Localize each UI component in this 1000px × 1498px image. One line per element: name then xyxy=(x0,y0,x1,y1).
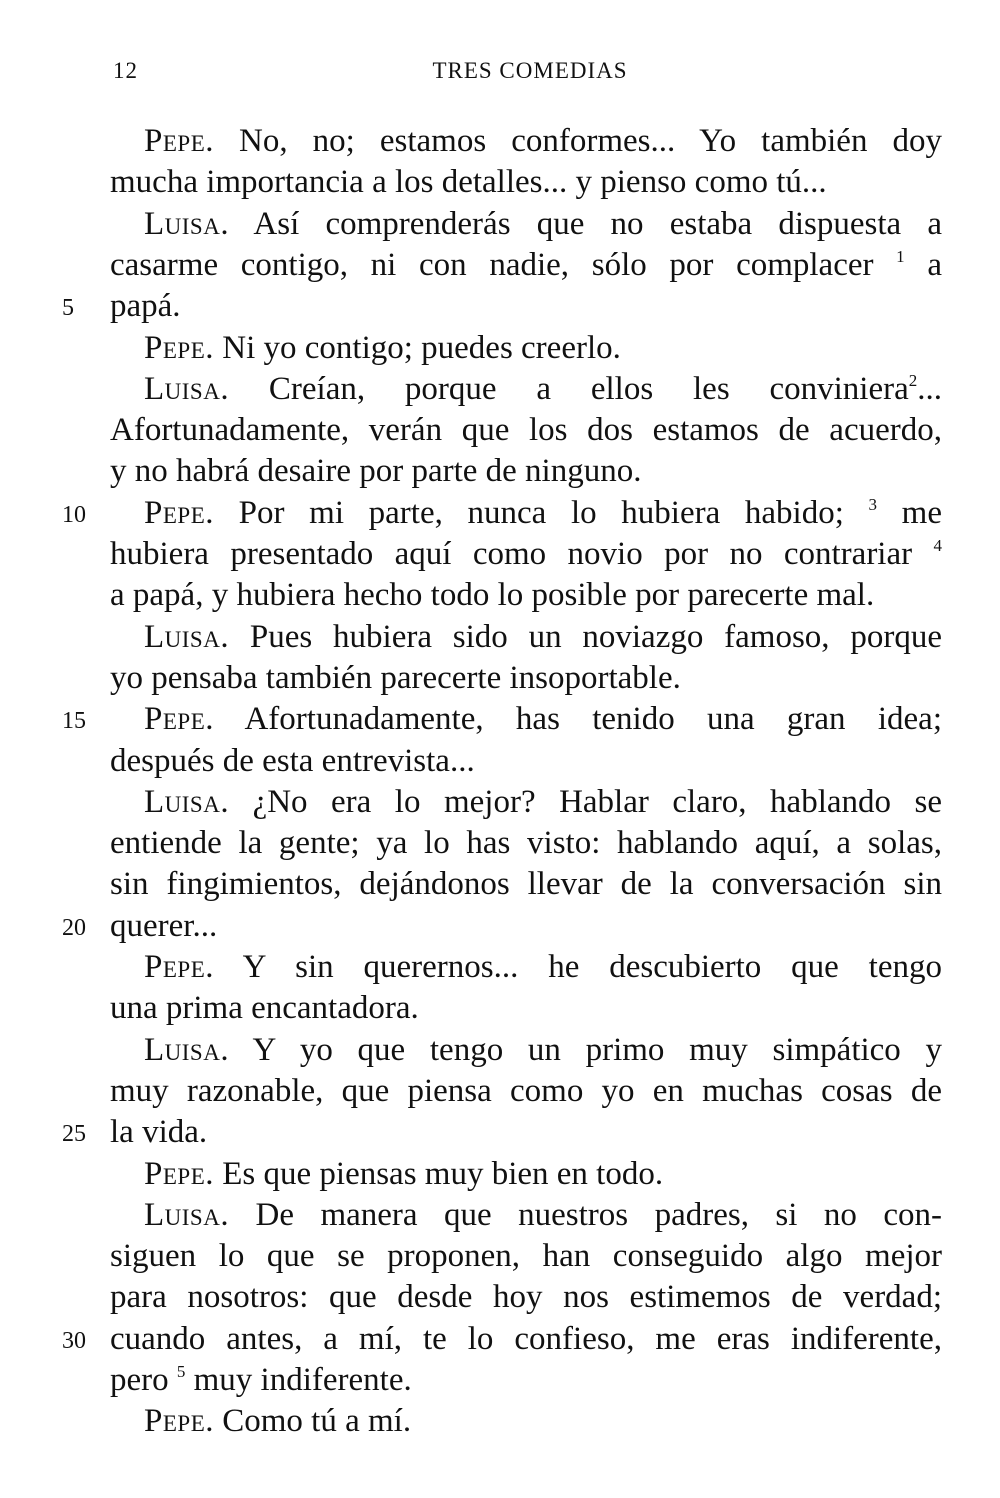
footnote-marker: 2 xyxy=(908,370,918,390)
line-text: ¿No era lo mejor? Hablar claro, hablando se xyxy=(229,783,942,820)
line-text: De manera que nuestros padres, si no con- xyxy=(229,1196,942,1233)
speaker-name: Luisa. xyxy=(144,1031,230,1068)
footnote-marker: 5 xyxy=(176,1362,186,1381)
running-title: TRES COMEDIAS xyxy=(432,58,628,83)
text-line xyxy=(110,863,942,905)
line-text: ... xyxy=(917,370,942,407)
line-text: Y yo que tengo un primo muy simpático y xyxy=(229,1031,942,1068)
line-text: una prima encantadora. xyxy=(110,990,419,1027)
line-text: Así comprenderás que no estaba dispuesta a xyxy=(229,205,942,242)
text-line xyxy=(110,1070,942,1112)
line-text: Afortunadamente, verán que los dos estamos de acuerdo, xyxy=(110,412,942,449)
line-text: siguen lo que se proponen, han conseguido algo mejor xyxy=(110,1238,942,1275)
line-text: yo pensaba también parecerte insoportable. xyxy=(110,659,681,696)
line-text: cuando antes, a mí, te lo confieso, me eras indiferente, xyxy=(110,1320,942,1357)
text-line xyxy=(110,1111,942,1153)
text-line xyxy=(110,905,942,947)
text-line xyxy=(144,1400,942,1442)
text-line xyxy=(110,987,942,1029)
line-text: Como tú a mí. xyxy=(214,1403,412,1440)
footnote-marker: 4 xyxy=(933,536,942,555)
text-line xyxy=(110,244,942,286)
line-text: a xyxy=(904,246,942,283)
line-text: Afortunadamente, has tenido una gran idea; xyxy=(214,701,942,738)
speaker-name: Pepe. xyxy=(144,949,214,985)
speaker-name: Luisa. xyxy=(144,1196,230,1233)
text-line xyxy=(110,1276,942,1318)
line-text: entiende la gente; ya lo has visto: hablando aquí, a solas, xyxy=(110,825,942,862)
line-text: Y sin querernos... he descubierto que tengo xyxy=(214,949,942,985)
speaker-name: Luisa. xyxy=(144,618,230,655)
speaker-name: Pepe. xyxy=(144,494,214,531)
line-text: Es que piensas muy bien en todo. xyxy=(214,1155,664,1192)
text-line xyxy=(144,616,942,658)
text-line xyxy=(144,946,942,988)
text-line xyxy=(110,822,942,864)
text-line xyxy=(144,1153,942,1195)
line-number: 30 xyxy=(62,1327,86,1354)
line-text: muy indiferente. xyxy=(185,1362,412,1398)
speaker-name: Pepe. xyxy=(144,1403,214,1440)
text-line xyxy=(144,1029,942,1071)
line-text: mucha importancia a los detalles... y pienso como tú... xyxy=(110,164,827,201)
footnote-marker: 1 xyxy=(896,246,905,266)
text-line xyxy=(110,450,942,492)
text-line xyxy=(144,327,942,369)
line-text: muy razonable, que piensa como yo en muchas cosas de xyxy=(110,1072,942,1109)
speaker-name: Luisa. xyxy=(144,205,230,242)
text-line xyxy=(110,1235,942,1277)
speaker-name: Pepe. xyxy=(144,701,214,738)
line-text: Pues hubiera sido un noviazgo famoso, porque xyxy=(229,618,942,655)
line-text: pero xyxy=(110,1362,177,1398)
text-line xyxy=(144,698,942,740)
text-line xyxy=(110,740,942,782)
line-text: Ni yo contigo; puedes creerlo. xyxy=(214,329,621,366)
line-text: a papá, y hubiera hecho todo lo posible por parecerte mal. xyxy=(110,577,875,614)
text-line xyxy=(110,285,942,327)
speaker-name: Luisa. xyxy=(144,370,230,407)
speaker-name: Pepe. xyxy=(144,329,214,366)
speaker-name: Pepe. xyxy=(144,123,214,159)
text-line xyxy=(144,203,942,245)
line-text: después de esta entrevista... xyxy=(110,742,475,779)
line-number: 5 xyxy=(62,295,74,322)
line-text: hubiera presentado aquí como novio por no contrariar xyxy=(110,536,934,572)
line-number: 20 xyxy=(62,914,86,941)
line-text: Creían, porque a ellos les conviniera xyxy=(229,370,909,407)
footnote-marker: 3 xyxy=(868,494,878,514)
text-line xyxy=(144,1194,942,1236)
line-text: sin fingimientos, dejándonos llevar de la conversación sin xyxy=(110,866,942,903)
page-number: 12 xyxy=(113,58,138,83)
line-text: me xyxy=(877,494,942,531)
line-text: para nosotros: que desde hoy nos estimemos de verdad; xyxy=(110,1279,942,1316)
text-line xyxy=(110,657,942,699)
line-text: No, no; estamos conformes... Yo también doy xyxy=(214,123,942,159)
line-number: 15 xyxy=(62,708,86,735)
text-line xyxy=(144,368,942,410)
text-line xyxy=(110,1359,942,1401)
text-line xyxy=(110,409,942,451)
speaker-name: Pepe. xyxy=(144,1155,214,1192)
speaker-name: Luisa. xyxy=(144,783,230,820)
text-line xyxy=(144,120,942,162)
line-text: querer... xyxy=(110,907,218,944)
line-text: casarme contigo, ni con nadie, sólo por complacer xyxy=(110,246,897,283)
text-line xyxy=(144,781,942,823)
line-text: la vida. xyxy=(110,1114,208,1151)
text-line xyxy=(110,161,942,203)
page-header xyxy=(0,58,1000,98)
line-number: 10 xyxy=(62,501,86,528)
text-line xyxy=(110,574,942,616)
text-line xyxy=(144,492,942,534)
line-text: Por mi parte, nunca lo hubiera habido; xyxy=(214,494,869,531)
line-text: papá. xyxy=(110,288,181,325)
text-line xyxy=(110,533,942,575)
line-number: 25 xyxy=(62,1121,86,1148)
text-line xyxy=(110,1318,942,1360)
line-text: y no habrá desaire por parte de ninguno. xyxy=(110,453,642,490)
